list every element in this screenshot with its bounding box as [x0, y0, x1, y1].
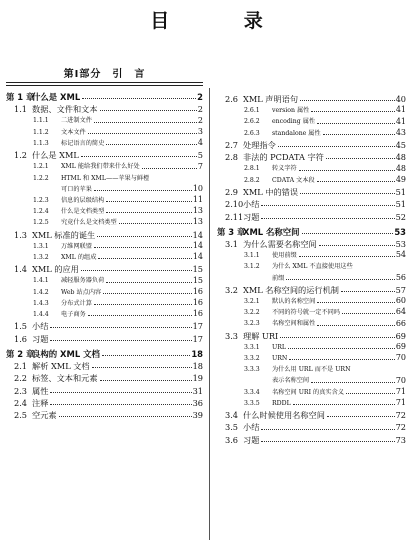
toc-entry-number: 1.2.2 — [33, 174, 49, 182]
toc-entry-number: 3.3 — [225, 330, 239, 341]
column-divider — [209, 88, 210, 540]
toc-entry-page: 71 — [395, 398, 406, 408]
toc-entry-page: 52 — [395, 211, 406, 222]
toc-entry-title: XML 声明语句 — [243, 94, 299, 105]
toc-entry-leader — [50, 404, 191, 405]
toc-entry-leader — [300, 100, 395, 101]
toc-entry-page: 2 — [197, 104, 203, 115]
toc-entry-leader — [317, 325, 395, 326]
toc-entry[interactable] — [217, 103, 406, 114]
toc-entry[interactable] — [217, 208, 406, 220]
toc-entry-title: 解析 XML 文档 — [32, 361, 90, 372]
toc-entry-title: 前缀 — [272, 274, 285, 282]
toc-entry-leader — [82, 98, 196, 99]
toc-entry-page: 13 — [192, 206, 203, 216]
toc-entry-page: 72 — [395, 410, 406, 421]
toc-entry-title: 注释 — [32, 397, 49, 408]
toc-entry-title: 使用前缀 — [272, 252, 297, 260]
toc-entry-page: 56 — [395, 272, 406, 282]
toc-entry-title: 非法的 PCDATA 字符 — [243, 152, 324, 163]
toc-entry-leader — [288, 348, 395, 349]
toc-entry-page: 49 — [395, 174, 406, 184]
toc-entry-title: 名称空间 URI 的真实含义 — [272, 388, 344, 396]
toc-entry-leader — [326, 158, 395, 159]
toc-entry-number: 第 3 章 — [217, 226, 246, 237]
toc-entry[interactable] — [217, 396, 406, 407]
toc-entry[interactable] — [6, 407, 203, 419]
toc-entry-title: 转义字符 — [272, 165, 297, 173]
toc-entry-leader — [299, 170, 395, 171]
toc-entry-title: 可口的苹果 — [61, 185, 92, 193]
toc-entry[interactable] — [217, 173, 406, 184]
toc-entry-number: 2.8.2 — [244, 176, 260, 184]
toc-entry-page: 41 — [395, 116, 406, 126]
toc-entry-leader — [94, 190, 192, 191]
toc-entry-number: 1.4.2 — [33, 288, 49, 296]
toc-entry-number: 3.3.2 — [244, 355, 260, 363]
toc-entry-page: 51 — [395, 186, 406, 197]
toc-entry[interactable] — [6, 193, 203, 204]
toc-entry-number: 1.1.2 — [33, 128, 49, 136]
toc-entry-leader — [293, 404, 395, 405]
toc-entry-title: 小结 — [243, 199, 260, 210]
toc-entry[interactable] — [6, 147, 203, 159]
toc-entry[interactable] — [6, 343, 203, 358]
toc-entry-page: 70 — [395, 353, 406, 363]
toc-entry[interactable] — [217, 91, 406, 103]
toc-entry-leader — [59, 416, 192, 417]
toc-entry-title: 空元素 — [32, 410, 57, 421]
toc-entry[interactable] — [217, 305, 406, 316]
toc-entry-number: 2.6.3 — [244, 129, 260, 137]
toc-entry-title: 小结 — [32, 321, 49, 332]
toc-entry-leader — [100, 380, 192, 381]
toc-entry-number: 第 2 章 — [6, 348, 35, 359]
toc-entry-page: 14 — [192, 252, 203, 262]
toc-entry-leader — [342, 313, 395, 314]
toc-entry[interactable] — [217, 328, 406, 340]
toc-entry-title: version 属性 — [272, 107, 310, 115]
toc-entry[interactable] — [217, 419, 406, 431]
toc-entry-page: 43 — [395, 127, 406, 137]
toc-entry-title: encoding 属性 — [272, 118, 316, 126]
toc-entry[interactable] — [217, 432, 406, 444]
toc-entry-title: XML 名称空间 — [243, 226, 300, 237]
toc-entry-number: 1.2.3 — [33, 196, 49, 204]
toc-entry[interactable] — [217, 126, 406, 137]
toc-entry[interactable] — [217, 407, 406, 419]
toc-entry-title: 习题 — [243, 434, 260, 445]
toc-entry[interactable] — [217, 316, 406, 327]
toc-entry-page: 66 — [395, 318, 406, 328]
toc-entry-number: 1.2.4 — [33, 208, 49, 216]
toc-entry-leader — [100, 110, 197, 111]
toc-entry-title: 处理指令 — [243, 139, 276, 150]
toc-entry[interactable] — [6, 86, 203, 101]
toc-entry-title: 不同的符号就一定不同吗 — [272, 309, 341, 317]
toc-entry-leader — [278, 146, 395, 147]
toc-entry-page: 10 — [192, 183, 203, 193]
toc-entry-number: 3.2 — [225, 284, 239, 295]
toc-entry[interactable] — [217, 362, 406, 373]
toc-entry-number: 2.8.1 — [244, 165, 260, 173]
toc-entry-number: 1.4 — [14, 264, 28, 275]
toc-entry-leader — [50, 392, 191, 393]
toc-entry-title: 良构的 XML 文档 — [32, 348, 100, 359]
toc-entry-page: 18 — [192, 361, 203, 372]
toc-entry-title: 习题 — [32, 333, 49, 344]
toc-entry[interactable] — [6, 204, 203, 215]
toc-entry-leader — [311, 382, 395, 383]
toc-entry-leader — [317, 302, 395, 303]
toc-entry-leader — [102, 355, 191, 356]
toc-entry-title: standalone 属性 — [272, 129, 321, 137]
toc-entry-page: 70 — [395, 375, 406, 385]
toc-entry-page: 11 — [192, 195, 203, 205]
toc-entry-title: 减轻服务器负荷 — [61, 277, 105, 285]
toc-entry-leader — [94, 247, 192, 248]
toc-entry-leader — [106, 201, 192, 202]
toc-entry-title: 为什么 XML 不直接使用这些 — [272, 263, 353, 271]
toc-entry-number: 3.6 — [225, 434, 239, 445]
toc-entry[interactable] — [6, 370, 203, 382]
toc-entry-leader — [81, 270, 192, 271]
toc-entry-title: XML 的应用 — [32, 264, 79, 275]
toc-entry-number: 1.2 — [14, 150, 28, 161]
toc-entry-number: 2.5 — [14, 410, 28, 421]
toc-entry-page: 53 — [394, 226, 406, 237]
toc-entry-page: 40 — [395, 94, 406, 105]
toc-entry-page: 14 — [192, 240, 203, 250]
toc-entry-page: 73 — [395, 434, 406, 445]
toc-entry[interactable] — [6, 395, 203, 407]
toc-entry-page: 48 — [395, 163, 406, 173]
toc-entry-number: 1.4.3 — [33, 299, 49, 307]
toc-entry-number: 1.2.5 — [33, 219, 49, 227]
toc-entry[interactable] — [217, 149, 406, 161]
toc-entry-title: 理解 URI — [243, 330, 279, 341]
toc-entry[interactable] — [6, 136, 203, 147]
toc-entry-title: XML 的组成 — [61, 253, 97, 261]
toc-entry-leader — [88, 315, 192, 316]
toc-entry[interactable] — [6, 113, 203, 124]
toc-entry-page: 13 — [192, 217, 203, 227]
toc-entry[interactable] — [217, 340, 406, 351]
toc-entry-leader — [103, 293, 192, 294]
toc-entry-page: 19 — [192, 373, 203, 384]
toc-entry[interactable] — [6, 250, 203, 261]
toc-entry-page: 2 — [197, 115, 203, 125]
toc-entry-number: 2.2 — [14, 373, 28, 384]
toc-entry[interactable] — [217, 282, 406, 294]
toc-entry-number: 3.1 — [225, 239, 239, 249]
toc-entry-number: 1.3.1 — [33, 242, 49, 250]
toc-entry-page: 39 — [192, 410, 203, 421]
toc-entry[interactable] — [6, 307, 203, 318]
toc-entry-page: 51 — [395, 199, 406, 210]
toc-entry[interactable] — [217, 351, 406, 362]
toc-entry-page: 7 — [197, 161, 203, 171]
toc-entry-number: 3.2.1 — [244, 298, 260, 306]
toc-entry[interactable] — [6, 358, 203, 370]
toc-entry-leader — [81, 156, 197, 157]
toc-entry-number: 2.6 — [225, 94, 239, 105]
toc-entry[interactable] — [217, 196, 406, 208]
toc-entry[interactable] — [6, 239, 203, 250]
toc-entry-number: 2.1 — [14, 361, 28, 372]
toc-entry-title: 二进制文件 — [61, 117, 92, 125]
toc-entry-leader — [261, 441, 394, 442]
toc-entry[interactable] — [217, 385, 406, 396]
toc-entry-title: 习题 — [243, 211, 260, 222]
toc-entry-page: 48 — [395, 152, 406, 163]
toc-entry-page: 53 — [395, 239, 406, 249]
toc-entry[interactable] — [6, 182, 203, 193]
toc-entry[interactable] — [6, 159, 203, 170]
toc-entry-number: 1.2.1 — [33, 163, 49, 171]
toc-entry-number: 3.2.2 — [244, 309, 260, 317]
toc-entry-leader — [119, 223, 192, 224]
toc-entry-leader — [300, 193, 395, 194]
toc-entry[interactable] — [6, 285, 203, 296]
toc-entry[interactable] — [6, 125, 203, 136]
toc-entry-leader — [94, 122, 197, 123]
toc-entry-number: 3.1.1 — [244, 252, 260, 260]
toc-entry-leader — [261, 218, 394, 219]
toc-entry-number: 2.6.2 — [244, 118, 260, 126]
toc-entry-title: URL — [272, 343, 286, 351]
toc-entry-number: 3.3.5 — [244, 399, 260, 407]
toc-entry-page: 72 — [395, 422, 406, 433]
toc-entry[interactable] — [217, 137, 406, 149]
toc-entry-title: XML 中的错误 — [243, 186, 299, 197]
toc-entry-number: 1.5 — [14, 321, 28, 332]
toc-entry-number: 1.3 — [14, 229, 28, 240]
toc-entry-title: 小结 — [243, 422, 260, 433]
toc-entry-number: 1.6 — [14, 333, 28, 344]
toc-entry-number: 3.3.4 — [244, 388, 260, 396]
toc-entry[interactable] — [217, 184, 406, 196]
toc-entry-number: 3.4 — [225, 410, 239, 421]
toc-entry-title: 万维网联盟 — [61, 242, 92, 250]
toc-entry[interactable] — [217, 373, 406, 384]
toc-entry-page: 15 — [192, 264, 203, 275]
toc-entry[interactable] — [6, 330, 203, 342]
toc-entry-page: 69 — [395, 342, 406, 352]
toc-entry-title: 什么是文档类型 — [61, 208, 105, 216]
toc-column-left — [6, 86, 203, 419]
toc-entry-number: 2.8 — [225, 152, 239, 163]
toc-entry-title: 数据、文件和文本 — [32, 104, 98, 115]
toc-entry-title: 文本文件 — [61, 128, 86, 136]
toc-entry-leader — [50, 340, 191, 341]
toc-entry-title: 标签、文本和元素 — [32, 373, 98, 384]
toc-entry-title: Web 站点内容 — [61, 288, 102, 296]
toc-entry-number: 2.4 — [14, 397, 28, 408]
toc-entry[interactable] — [217, 114, 406, 125]
toc-entry-leader — [317, 123, 395, 124]
toc-entry-number: 第 1 章 — [6, 91, 35, 102]
toc-entry-page: 41 — [395, 105, 406, 115]
toc-entry[interactable] — [6, 171, 203, 182]
toc-entry-page: 5 — [197, 150, 203, 161]
toc-entry-title: 为什么用 URL 而不是 URN — [272, 366, 351, 374]
toc-entry-title: 默认的名称空间 — [272, 298, 316, 306]
toc-entry-number: 2.3 — [14, 385, 28, 396]
toc-entry-title: URN — [272, 355, 288, 363]
toc-entry[interactable] — [6, 383, 203, 395]
toc-entry-page: 57 — [395, 284, 406, 295]
toc-entry-title: XML 标准的诞生 — [32, 229, 96, 240]
toc-entry-number: 3.5 — [225, 422, 239, 433]
toc-entry-title: CDATA 文本段 — [272, 176, 315, 184]
toc-entry-leader — [98, 258, 191, 259]
toc-entry-title: 什么时候使用名称空间 — [243, 410, 325, 421]
toc-entry-page: 17 — [192, 321, 203, 332]
toc-entry-leader — [311, 111, 394, 112]
toc-entry[interactable] — [217, 221, 406, 236]
toc-entry-leader — [50, 327, 191, 328]
toc-entry[interactable] — [217, 248, 406, 259]
toc-entry[interactable] — [217, 161, 406, 172]
toc-entry-leader — [106, 282, 192, 283]
toc-entry[interactable] — [6, 101, 203, 113]
toc-entry-page: 69 — [395, 330, 406, 341]
toc-entry-leader — [97, 236, 191, 237]
toc-entry-leader — [302, 233, 394, 234]
toc-entry-leader — [88, 133, 197, 134]
toc-entry-number: 2.10 — [225, 199, 244, 210]
toc-entry-number: 1.1 — [14, 104, 28, 115]
toc-entry[interactable] — [217, 294, 406, 305]
toc-entry-title: 为什么需要名称空间 — [243, 239, 317, 249]
toc-entry-number: 1.4.1 — [33, 277, 49, 285]
toc-entry-title: 什么是 XML — [32, 150, 79, 161]
toc-entry[interactable] — [6, 318, 203, 330]
toc-entry-title: 究竟什么是文档类型 — [61, 219, 117, 227]
toc-entry-title: 表示名称空间 — [272, 377, 310, 385]
toc-entry-title: 名称空间和属性 — [272, 320, 316, 328]
toc-entry-leader — [261, 205, 394, 206]
toc-entry-page: 36 — [192, 397, 203, 408]
toc-entry-title: 什么是 XML — [32, 91, 81, 102]
toc-entry-title: HTML 和 XML——苹果与鲜橙 — [61, 174, 150, 182]
toc-entry-number: 3.3.3 — [244, 366, 260, 374]
toc-entry[interactable] — [6, 296, 203, 307]
toc-entry-title: 电子商务 — [61, 310, 86, 318]
toc-entry[interactable] — [217, 271, 406, 282]
toc-entry-page: 16 — [192, 286, 203, 296]
toc-entry-leader — [106, 144, 197, 145]
toc-entry-number: 2.9 — [225, 186, 239, 197]
toc-entry-leader — [92, 367, 192, 368]
toc-entry-leader — [142, 168, 197, 169]
toc-entry[interactable] — [6, 226, 203, 238]
toc-column-right — [217, 91, 406, 444]
toc-entry-number: 1.1.3 — [33, 139, 49, 147]
toc-entry-page: 15 — [192, 275, 203, 285]
toc-entry[interactable] — [6, 273, 203, 284]
toc-entry-title: XML 能给我们带来什么好处 — [61, 163, 140, 171]
toc-entry-leader — [341, 291, 395, 292]
toc-entry-leader — [317, 181, 395, 182]
toc-entry-leader — [286, 279, 394, 280]
toc-entry-leader — [94, 304, 192, 305]
toc-entry[interactable] — [217, 259, 406, 270]
toc-entry-page: 14 — [192, 229, 203, 240]
toc-entry-title: 标记语言的简史 — [61, 139, 105, 147]
toc-entry-leader — [299, 256, 395, 257]
toc-entry-leader — [261, 429, 394, 430]
part-title: 第Ⅰ部分 引 言 — [63, 69, 146, 80]
toc-entry[interactable] — [6, 261, 203, 273]
toc-entry-page: 64 — [395, 307, 406, 317]
toc-entry-number: 3.3.1 — [244, 343, 260, 351]
toc-entry-page: 71 — [395, 386, 406, 396]
toc-entry[interactable] — [6, 215, 203, 226]
toc-entry-number: 3.2.3 — [244, 320, 260, 328]
toc-entry[interactable] — [217, 236, 406, 248]
toc-entry-page: 45 — [395, 139, 406, 150]
toc-entry-number: 1.1.1 — [33, 117, 49, 125]
toc-entry-page: 2 — [197, 91, 203, 102]
toc-entry-leader — [280, 337, 394, 338]
page-title: 目 录 — [150, 10, 297, 32]
toc-entry-leader — [319, 245, 395, 246]
toc-entry-page: 16 — [192, 309, 203, 319]
toc-entry-title: RDDL — [272, 399, 291, 407]
toc-entry-page: 3 — [197, 126, 203, 136]
toc-entry-title: 属性 — [32, 385, 49, 396]
toc-entry-number: 1.3.2 — [33, 253, 49, 261]
toc-entry-title: 分布式计算 — [61, 299, 92, 307]
toc-entry-number: 2.11 — [225, 211, 244, 222]
toc-entry-page: 54 — [395, 250, 406, 260]
toc-entry-page: 16 — [192, 298, 203, 307]
toc-entry-page: 31 — [192, 385, 203, 396]
toc-entry-number: 1.4.4 — [33, 310, 49, 318]
toc-entry-page: 60 — [395, 296, 406, 306]
toc-entry-number: 3.1.2 — [244, 263, 260, 271]
toc-entry-page: 18 — [191, 348, 203, 359]
toc-entry-title: 信息的层级结构 — [61, 196, 105, 204]
toc-entry-title: XML 名称空间的运行机制 — [243, 284, 339, 295]
toc-entry-page: 17 — [192, 333, 203, 344]
toc-entry-page: 4 — [197, 138, 203, 148]
toc-entry-number: 2.7 — [225, 139, 239, 150]
toc-entry-leader — [346, 393, 395, 394]
toc-entry-leader — [323, 134, 395, 135]
toc-entry-leader — [106, 212, 192, 213]
toc-entry-leader — [327, 416, 395, 417]
toc-entry-leader — [289, 359, 395, 360]
toc-entry-number: 2.6.1 — [244, 107, 260, 115]
